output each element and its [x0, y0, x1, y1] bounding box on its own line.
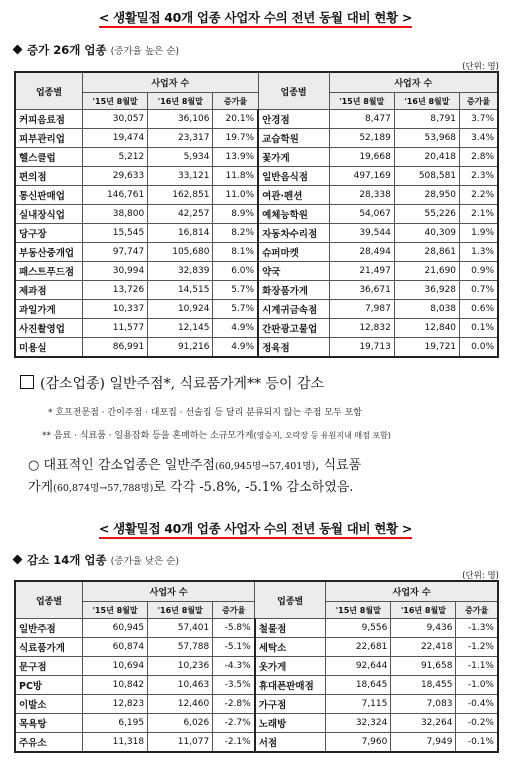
industry-cell: 일반음식점 [258, 167, 329, 186]
industry-cell: 철물점 [255, 619, 326, 638]
count-cell: 22,681 [326, 638, 391, 657]
industry-cell: 주유소 [15, 733, 83, 753]
count-cell: 10,694 [83, 657, 148, 676]
table-row [15, 619, 498, 638]
col-header-2016: '16년 8월말 [148, 93, 213, 110]
count-cell: 19,721 [394, 338, 459, 358]
table-row [15, 338, 498, 358]
industry-cell: 당구장 [15, 224, 83, 243]
col-header-rate: 증가율 [213, 93, 258, 110]
industry-cell: PC방 [15, 676, 83, 695]
table-row [15, 676, 498, 695]
count-cell: 7,949 [391, 733, 456, 753]
count-cell: 91,658 [391, 657, 456, 676]
count-cell: 30,994 [83, 262, 148, 281]
count-cell: 9,436 [391, 619, 456, 638]
col-header-2016: '16년 8월말 [148, 602, 213, 619]
rate-cell: 2.1% [460, 205, 498, 224]
industry-cell: 시계귀금속점 [258, 300, 329, 319]
count-cell: 7,083 [391, 695, 456, 714]
count-cell: 12,840 [394, 319, 459, 338]
count-cell: 146,761 [83, 186, 148, 205]
rate-cell: -2.8% [213, 695, 255, 714]
count-cell: 40,309 [394, 224, 459, 243]
col-header-2016: '16년 8월말 [391, 602, 456, 619]
rate-cell: 0.9% [460, 262, 498, 281]
col-header-rate: 증가율 [213, 602, 255, 619]
industry-cell: 과일가게 [15, 300, 83, 319]
count-cell: 28,338 [329, 186, 394, 205]
count-cell: 11,318 [83, 733, 148, 753]
count-cell: 54,067 [329, 205, 394, 224]
industry-cell: 예체능학원 [258, 205, 329, 224]
industry-cell: 통신판매업 [15, 186, 83, 205]
count-cell: 12,832 [329, 319, 394, 338]
count-cell: 20,418 [394, 148, 459, 167]
col-header-businesses: 사업자 수 [329, 72, 498, 93]
industry-cell: 편의점 [15, 167, 83, 186]
rate-cell: 3.4% [460, 129, 498, 148]
count-cell: 32,264 [391, 714, 456, 733]
rate-cell: -2.7% [213, 714, 255, 733]
count-cell: 92,644 [326, 657, 391, 676]
col-header-industry: 업종별 [258, 72, 329, 110]
rate-cell: -1.1% [456, 657, 498, 676]
table-row [15, 129, 498, 148]
rate-cell: -4.3% [213, 657, 255, 676]
rate-cell: 8.2% [213, 224, 258, 243]
industry-cell: 식료품가게 [15, 638, 83, 657]
count-cell: 497,169 [329, 167, 394, 186]
count-cell: 57,788 [148, 638, 213, 657]
col-header-businesses: 사업자 수 [83, 72, 259, 93]
rate-cell: 0.1% [460, 319, 498, 338]
count-cell: 8,477 [329, 110, 394, 129]
industry-cell: 안경점 [258, 110, 329, 129]
count-cell: 105,680 [148, 243, 213, 262]
rate-cell: 8.9% [213, 205, 258, 224]
diamond-icon [13, 45, 23, 55]
industry-cell: 문구점 [15, 657, 83, 676]
rate-cell: 4.9% [213, 338, 258, 358]
count-cell: 33,121 [148, 167, 213, 186]
rate-cell: -5.8% [213, 619, 255, 638]
table-row [15, 224, 498, 243]
col-header-2015: '15년 8월말 [83, 93, 148, 110]
title-top: < 생활밀접 40개 업종 사업자 수의 전년 동월 대비 현황 > [0, 8, 511, 26]
rate-cell: 20.1% [213, 110, 258, 129]
count-cell: 36,106 [148, 110, 213, 129]
industry-cell: 자동차수리점 [258, 224, 329, 243]
table-row [15, 300, 498, 319]
count-cell: 12,460 [148, 695, 213, 714]
count-cell: 10,337 [83, 300, 148, 319]
count-cell: 5,934 [148, 148, 213, 167]
count-cell: 19,713 [329, 338, 394, 358]
count-cell: 10,463 [148, 676, 213, 695]
industry-cell: 제과점 [15, 281, 83, 300]
col-header-2015: '15년 8월말 [83, 602, 148, 619]
count-cell: 18,455 [391, 676, 456, 695]
rate-cell: -3.5% [213, 676, 255, 695]
count-cell: 8,791 [394, 110, 459, 129]
count-cell: 32,839 [148, 262, 213, 281]
rate-cell: -2.1% [213, 733, 255, 753]
industry-cell: 이발소 [15, 695, 83, 714]
table-row [15, 262, 498, 281]
table-row [15, 148, 498, 167]
count-cell: 57,401 [148, 619, 213, 638]
checkbox-square-icon [20, 375, 34, 389]
col-header-businesses: 사업자 수 [326, 581, 498, 602]
rate-cell: -0.2% [456, 714, 498, 733]
table-row [15, 205, 498, 224]
count-cell: 30,057 [83, 110, 148, 129]
table-row [15, 110, 498, 129]
table-row [15, 714, 498, 733]
count-cell: 23,317 [148, 129, 213, 148]
footnote-2: ** 음료 · 식료품 · 일용잡화 등을 혼매하는 소규모가게(영승지, 오락장 등 유원지내 매점 포함) [42, 431, 391, 441]
industry-cell: 휴대폰판매점 [255, 676, 326, 695]
industry-cell: 간판광고물업 [258, 319, 329, 338]
count-cell: 10,236 [148, 657, 213, 676]
table-row [15, 167, 498, 186]
industry-cell: 가구점 [255, 695, 326, 714]
count-cell: 86,991 [83, 338, 148, 358]
footnote-1: * 호프전문점 · 간이주점 · 대포집 · 선술집 등 달리 분류되지 않는 주점 모두 포함 [48, 408, 362, 418]
count-cell: 21,497 [329, 262, 394, 281]
industry-cell: 교습학원 [258, 129, 329, 148]
rate-cell: 8.1% [213, 243, 258, 262]
rate-cell: -1.2% [456, 638, 498, 657]
table-row [15, 243, 498, 262]
industry-cell: 꽃가게 [258, 148, 329, 167]
col-header-businesses: 사업자 수 [83, 581, 255, 602]
table-row [15, 319, 498, 338]
industry-cell: 커피음료점 [15, 110, 83, 129]
col-header-2015: '15년 8월말 [326, 602, 391, 619]
summary-paragraph: ○ 대표적인 감소업종은 일반주점(60,945명→57,401명), 식료품 가게(60,874명→57,788명)로 각각 -5.8%, -5.1% 감소하였음. [28, 458, 362, 495]
count-cell: 5,212 [83, 148, 148, 167]
count-cell: 11,577 [83, 319, 148, 338]
count-cell: 60,874 [83, 638, 148, 657]
rate-cell: -0.4% [456, 695, 498, 714]
rate-cell: 0.7% [460, 281, 498, 300]
count-cell: 8,038 [394, 300, 459, 319]
industry-cell: 실내장식업 [15, 205, 83, 224]
count-cell: 22,418 [391, 638, 456, 657]
rate-cell: -1.0% [456, 676, 498, 695]
industry-cell: 헬스클럽 [15, 148, 83, 167]
count-cell: 91,216 [148, 338, 213, 358]
increase-table [14, 71, 499, 358]
count-cell: 55,226 [394, 205, 459, 224]
rate-cell: 11.0% [213, 186, 258, 205]
rate-cell: -5.1% [213, 638, 255, 657]
industry-cell: 노래방 [255, 714, 326, 733]
count-cell: 97,747 [83, 243, 148, 262]
count-cell: 39,544 [329, 224, 394, 243]
rate-cell: 1.3% [460, 243, 498, 262]
industry-cell: 미용실 [15, 338, 83, 358]
count-cell: 15,545 [83, 224, 148, 243]
industry-cell: 약국 [258, 262, 329, 281]
industry-cell: 옷가게 [255, 657, 326, 676]
count-cell: 7,115 [326, 695, 391, 714]
col-header-rate: 증가율 [460, 93, 498, 110]
table-row [15, 733, 498, 753]
rate-cell: 2.2% [460, 186, 498, 205]
industry-cell: 피부관리업 [15, 129, 83, 148]
count-cell: 9,556 [326, 619, 391, 638]
rate-cell: 2.8% [460, 148, 498, 167]
count-cell: 13,726 [83, 281, 148, 300]
col-header-rate: 증가율 [456, 602, 498, 619]
count-cell: 14,515 [148, 281, 213, 300]
count-cell: 28,494 [329, 243, 394, 262]
count-cell: 28,950 [394, 186, 459, 205]
count-cell: 60,945 [83, 619, 148, 638]
title-bottom: < 생활밀접 40개 업종 사업자 수의 전년 동월 대비 현황 > [0, 519, 511, 537]
rate-cell: 0.6% [460, 300, 498, 319]
industry-cell: 서점 [255, 733, 326, 753]
rate-cell: 1.9% [460, 224, 498, 243]
rate-cell: 6.0% [213, 262, 258, 281]
rate-cell: 13.9% [213, 148, 258, 167]
table-row [15, 638, 498, 657]
rate-cell: 2.3% [460, 167, 498, 186]
count-cell: 42,257 [148, 205, 213, 224]
count-cell: 7,960 [326, 733, 391, 753]
section-decrease-table-heading: 감소 14개 업종 (증가율 낮은 순) [14, 552, 179, 568]
count-cell: 16,814 [148, 224, 213, 243]
count-cell: 18,645 [326, 676, 391, 695]
count-cell: 38,800 [83, 205, 148, 224]
industry-cell: 목욕탕 [15, 714, 83, 733]
diamond-icon [13, 555, 23, 565]
industry-cell: 정육점 [258, 338, 329, 358]
industry-cell: 일반주점 [15, 619, 83, 638]
decrease-table [14, 580, 499, 753]
count-cell: 6,195 [83, 714, 148, 733]
count-cell: 19,474 [83, 129, 148, 148]
count-cell: 11,077 [148, 733, 213, 753]
count-cell: 10,924 [148, 300, 213, 319]
count-cell: 6,026 [148, 714, 213, 733]
industry-cell: 부동산중개업 [15, 243, 83, 262]
col-header-2016: '16년 8월말 [394, 93, 459, 110]
rate-cell: -1.3% [456, 619, 498, 638]
table-row [15, 695, 498, 714]
rate-cell: 5.7% [213, 300, 258, 319]
table-row [15, 281, 498, 300]
industry-cell: 여관·펜션 [258, 186, 329, 205]
industry-cell: 화장품가게 [258, 281, 329, 300]
rate-cell: 3.7% [460, 110, 498, 129]
rate-cell: -0.1% [456, 733, 498, 753]
count-cell: 53,968 [394, 129, 459, 148]
count-cell: 10,842 [83, 676, 148, 695]
rate-cell: 0.0% [460, 338, 498, 358]
industry-cell: 세탁소 [255, 638, 326, 657]
industry-cell: 슈퍼마켓 [258, 243, 329, 262]
rate-cell: 11.8% [213, 167, 258, 186]
industry-cell: 패스트푸드점 [15, 262, 83, 281]
section-increase-heading: 증가 26개 업종 (증가율 높은 순) [14, 42, 179, 58]
rate-cell: 5.7% [213, 281, 258, 300]
count-cell: 21,690 [394, 262, 459, 281]
count-cell: 7,987 [329, 300, 394, 319]
col-header-industry: 업종별 [255, 581, 326, 619]
table-row [15, 657, 498, 676]
count-cell: 36,928 [394, 281, 459, 300]
count-cell: 162,851 [148, 186, 213, 205]
count-cell: 28,861 [394, 243, 459, 262]
section-decrease-heading: (감소업종) 일반주점*, 식료품가게** 등이 감소 [20, 373, 324, 393]
unit-label-2: (단위: 명) [462, 571, 499, 581]
table-row [15, 186, 498, 205]
count-cell: 12,145 [148, 319, 213, 338]
count-cell: 36,671 [329, 281, 394, 300]
col-header-2015: '15년 8월말 [329, 93, 394, 110]
unit-label-1: (단위: 명) [462, 62, 499, 72]
count-cell: 508,581 [394, 167, 459, 186]
rate-cell: 19.7% [213, 129, 258, 148]
rate-cell: 4.9% [213, 319, 258, 338]
count-cell: 29,633 [83, 167, 148, 186]
col-header-industry: 업종별 [15, 72, 83, 110]
col-header-industry: 업종별 [15, 581, 83, 619]
count-cell: 19,668 [329, 148, 394, 167]
count-cell: 52,189 [329, 129, 394, 148]
count-cell: 12,823 [83, 695, 148, 714]
count-cell: 32,324 [326, 714, 391, 733]
industry-cell: 사진촬영업 [15, 319, 83, 338]
